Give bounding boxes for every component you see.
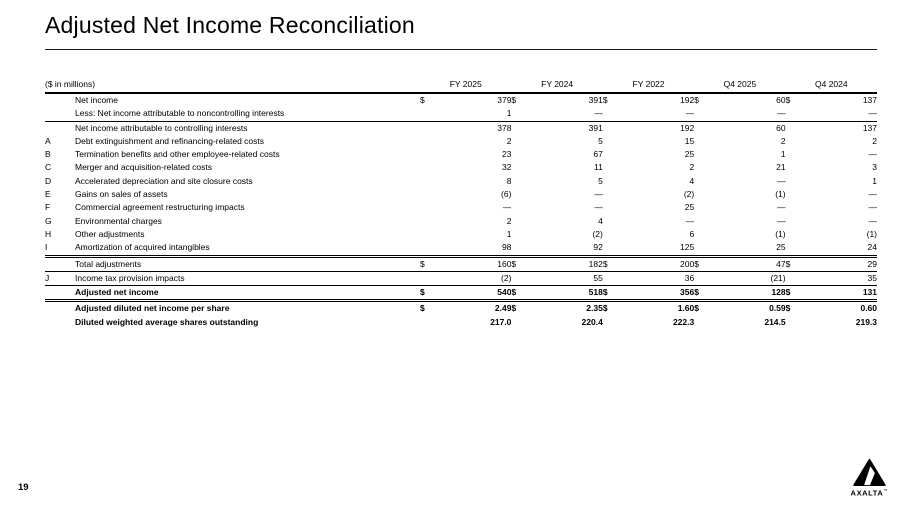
cell-value: 92 bbox=[527, 241, 602, 256]
cell-value: 55 bbox=[527, 271, 602, 285]
row-label: Total adjustments bbox=[75, 256, 420, 271]
cell-dollar bbox=[603, 228, 619, 241]
cell-dollar: $ bbox=[511, 256, 527, 271]
table-row bbox=[45, 201, 877, 214]
cell-dollar bbox=[786, 148, 802, 161]
table-row bbox=[45, 228, 877, 241]
cell-value: — bbox=[868, 202, 878, 213]
column-header-3: FY 2022 bbox=[603, 76, 694, 93]
cell-value: 2 bbox=[506, 215, 512, 226]
cell-value: 5 bbox=[598, 135, 603, 146]
cell-value: (2) bbox=[683, 189, 695, 200]
table-row bbox=[45, 188, 877, 201]
cell-value: 15 bbox=[684, 135, 695, 146]
cell-dollar bbox=[420, 107, 436, 121]
cell-value: — bbox=[777, 175, 786, 186]
cell-dollar: $ bbox=[602, 303, 608, 314]
row-label: Net income bbox=[75, 95, 118, 105]
cell-dollar: $ bbox=[786, 286, 802, 301]
cell-value: 21 bbox=[776, 162, 786, 173]
cell-value: 1.60 bbox=[677, 303, 695, 314]
cell-dollar: $ bbox=[511, 286, 527, 301]
row-label: Gains on sales of assets bbox=[75, 189, 168, 200]
cell-dollar bbox=[603, 175, 619, 188]
cell-dollar: $ bbox=[603, 286, 619, 301]
cell-value: 131 bbox=[802, 286, 877, 301]
cell-value: (2) bbox=[436, 271, 511, 285]
row-label: Income tax provision impacts bbox=[75, 271, 420, 285]
table-body bbox=[45, 93, 877, 329]
column-header-4: Q4 2025 bbox=[694, 76, 785, 93]
cell-value: 391 bbox=[588, 95, 603, 105]
cell-dollar bbox=[786, 135, 802, 148]
cell-value: 356 bbox=[619, 286, 694, 301]
cell-dollar bbox=[420, 201, 436, 214]
cell-dollar bbox=[420, 241, 436, 256]
cell-value: 137 bbox=[862, 122, 878, 133]
cell-value: 25 bbox=[684, 202, 695, 213]
cell-value: 67 bbox=[593, 149, 603, 160]
row-letter: C bbox=[45, 162, 52, 173]
cell-value: — bbox=[777, 215, 786, 226]
cell-dollar bbox=[511, 201, 527, 214]
cell-value: 200 bbox=[619, 256, 694, 271]
cell-value: 1 bbox=[780, 149, 786, 160]
cell-value: 217.0 bbox=[490, 316, 512, 327]
cell-value: 391 bbox=[588, 122, 603, 133]
cell-value: 518 bbox=[527, 286, 602, 301]
cell-value: 35 bbox=[802, 271, 877, 285]
row-letter bbox=[45, 316, 75, 329]
axalta-logo bbox=[842, 459, 896, 498]
cell-dollar bbox=[786, 107, 802, 121]
row-letter: H bbox=[45, 228, 52, 239]
table-row bbox=[45, 241, 877, 256]
cell-dollar bbox=[603, 188, 619, 201]
cell-dollar: $ bbox=[420, 95, 425, 105]
cell-value: — bbox=[868, 189, 878, 200]
cell-value: 540 bbox=[436, 286, 511, 301]
cell-dollar bbox=[786, 161, 802, 174]
cell-value: 192 bbox=[680, 122, 695, 133]
table-row bbox=[45, 316, 877, 329]
cell-dollar bbox=[420, 215, 436, 228]
cell-dollar bbox=[694, 107, 710, 121]
cell-dollar bbox=[694, 161, 710, 174]
row-letter: A bbox=[45, 135, 51, 146]
cell-dollar bbox=[511, 175, 527, 188]
cell-value: 222.3 bbox=[672, 316, 695, 327]
cell-dollar: $ bbox=[603, 256, 619, 271]
table-row bbox=[45, 107, 877, 121]
cell-value: 378 bbox=[497, 122, 512, 133]
cell-value: 3 bbox=[872, 162, 878, 173]
cell-dollar bbox=[694, 228, 710, 241]
row-letter bbox=[45, 256, 75, 271]
cell-value: — bbox=[777, 202, 786, 213]
row-letter bbox=[45, 286, 75, 301]
cell-value: 2 bbox=[689, 162, 695, 173]
cell-value: — bbox=[594, 202, 603, 213]
cell-dollar bbox=[603, 241, 619, 256]
cell-dollar: $ bbox=[602, 95, 608, 105]
axalta-logo-text: AXALTA™ bbox=[850, 488, 888, 498]
column-header-2: FY 2024 bbox=[511, 76, 602, 93]
cell-dollar bbox=[511, 241, 527, 256]
cell-dollar: $ bbox=[420, 256, 436, 271]
cell-dollar bbox=[511, 271, 527, 285]
cell-value: 2.49 bbox=[494, 303, 512, 314]
page-number: 19 bbox=[18, 482, 29, 493]
cell-value: 11 bbox=[594, 162, 603, 173]
cell-value: 220.4 bbox=[581, 316, 603, 327]
cell-dollar bbox=[786, 316, 802, 329]
cell-dollar bbox=[694, 271, 710, 285]
cell-dollar bbox=[603, 201, 619, 214]
cell-value: 379 bbox=[497, 95, 512, 105]
cell-dollar bbox=[603, 161, 619, 174]
table-row bbox=[45, 175, 877, 188]
cell-dollar bbox=[603, 316, 619, 329]
cell-dollar bbox=[603, 135, 619, 148]
cell-value: 182 bbox=[527, 256, 602, 271]
cell-dollar bbox=[786, 241, 802, 256]
cell-value: — bbox=[868, 149, 878, 160]
cell-dollar bbox=[603, 107, 619, 121]
cell-value: 60 bbox=[776, 95, 786, 105]
cell-dollar bbox=[511, 161, 527, 174]
cell-value: — bbox=[802, 107, 877, 121]
table-row bbox=[45, 148, 877, 161]
cell-value: — bbox=[502, 202, 512, 213]
cell-dollar bbox=[511, 121, 527, 135]
cell-value: 1 bbox=[872, 175, 878, 186]
trademark-symbol: ™ bbox=[883, 488, 888, 493]
row-label: Termination benefits and other employee-related costs bbox=[75, 149, 280, 160]
column-header-1: FY 2025 bbox=[420, 76, 511, 93]
table-row bbox=[45, 121, 877, 135]
cell-value: — bbox=[527, 107, 602, 121]
cell-dollar bbox=[694, 316, 710, 329]
cell-dollar bbox=[511, 316, 527, 329]
row-label: Other adjustments bbox=[75, 228, 145, 239]
cell-value: (1) bbox=[775, 228, 786, 239]
cell-value: 25 bbox=[710, 241, 785, 256]
cell-dollar bbox=[420, 316, 436, 329]
row-letter bbox=[45, 121, 75, 135]
cell-dollar bbox=[511, 107, 527, 121]
cell-value: 2 bbox=[872, 135, 878, 146]
cell-dollar: $ bbox=[420, 286, 436, 301]
column-header-5: Q4 2024 bbox=[786, 76, 877, 93]
cell-dollar: $ bbox=[694, 256, 710, 271]
cell-value: 0.59 bbox=[769, 303, 786, 314]
table-row bbox=[45, 301, 877, 316]
row-label: Diluted weighted average shares outstanding bbox=[75, 316, 259, 327]
cell-dollar bbox=[694, 148, 710, 161]
cell-value: 1 bbox=[506, 228, 512, 239]
row-label: Merger and acquisition-related costs bbox=[75, 162, 213, 173]
cell-value: 25 bbox=[684, 149, 695, 160]
cell-value: 47 bbox=[710, 256, 785, 271]
cell-value: 36 bbox=[619, 271, 694, 285]
cell-value: 2 bbox=[506, 135, 512, 146]
row-letter: D bbox=[45, 175, 52, 186]
cell-dollar bbox=[603, 121, 619, 135]
row-label: Adjusted diluted net income per share bbox=[75, 303, 230, 314]
cell-dollar bbox=[420, 148, 436, 161]
row-letter bbox=[45, 107, 75, 121]
cell-value: 8 bbox=[506, 175, 512, 186]
row-label: Amortization of acquired intangibles bbox=[75, 241, 420, 256]
cell-value: (6) bbox=[501, 189, 512, 200]
cell-dollar bbox=[511, 228, 527, 241]
table-row bbox=[45, 256, 877, 271]
row-label: Environmental charges bbox=[75, 215, 162, 226]
cell-value: 5 bbox=[598, 175, 603, 186]
cell-value: 24 bbox=[802, 241, 877, 256]
row-label: Adjusted net income bbox=[75, 286, 420, 301]
cell-dollar bbox=[420, 228, 436, 241]
cell-value: — bbox=[594, 189, 603, 200]
table-row bbox=[45, 93, 877, 107]
cell-dollar bbox=[786, 271, 802, 285]
cell-dollar bbox=[694, 201, 710, 214]
table-header bbox=[45, 76, 877, 93]
cell-dollar bbox=[511, 135, 527, 148]
cell-value: 160 bbox=[436, 256, 511, 271]
row-letter: E bbox=[45, 189, 51, 200]
row-label: Debt extinguishment and refinancing-related costs bbox=[75, 135, 264, 146]
row-letter: B bbox=[45, 149, 51, 160]
row-letter: G bbox=[45, 215, 52, 226]
cell-value: 219.3 bbox=[855, 316, 878, 327]
cell-value: 60 bbox=[776, 122, 786, 133]
cell-value: 2 bbox=[780, 135, 786, 146]
cell-value: 128 bbox=[710, 286, 785, 301]
cell-value: 23 bbox=[501, 149, 512, 160]
row-letter: I bbox=[45, 241, 75, 256]
cell-dollar: $ bbox=[420, 303, 425, 314]
cell-dollar bbox=[786, 121, 802, 135]
cell-dollar bbox=[420, 271, 436, 285]
table-row bbox=[45, 161, 877, 174]
cell-dollar: $ bbox=[694, 286, 710, 301]
cell-value: 125 bbox=[619, 241, 694, 256]
cell-value: 137 bbox=[862, 95, 878, 105]
row-letter: F bbox=[45, 202, 51, 213]
cell-dollar bbox=[420, 175, 436, 188]
cell-value: 214.5 bbox=[764, 316, 786, 327]
cell-dollar bbox=[603, 215, 619, 228]
cell-value: 0.60 bbox=[860, 303, 878, 314]
financial-table bbox=[45, 76, 877, 329]
cell-value: 4 bbox=[689, 175, 695, 186]
cell-value: (2) bbox=[592, 228, 603, 239]
cell-value: 98 bbox=[436, 241, 511, 256]
cell-dollar bbox=[511, 148, 527, 161]
cell-value: 32 bbox=[501, 162, 512, 173]
table-row bbox=[45, 215, 877, 228]
cell-dollar bbox=[420, 188, 436, 201]
cell-dollar: $ bbox=[511, 303, 517, 314]
cell-dollar bbox=[511, 215, 527, 228]
cell-dollar bbox=[694, 188, 710, 201]
table-row bbox=[45, 286, 877, 301]
cell-value: 29 bbox=[802, 256, 877, 271]
row-label: Less: Net income attributable to noncontrolling interests bbox=[75, 107, 420, 121]
cell-value: 6 bbox=[689, 228, 695, 239]
cell-dollar bbox=[694, 215, 710, 228]
cell-value: — bbox=[619, 107, 694, 121]
row-letter: J bbox=[45, 271, 75, 285]
cell-dollar bbox=[420, 135, 436, 148]
cell-dollar bbox=[603, 271, 619, 285]
unit-label: ($ in millions) bbox=[45, 76, 420, 93]
table-header-row bbox=[45, 76, 877, 93]
cell-dollar: $ bbox=[694, 303, 699, 314]
cell-value: (1) bbox=[775, 189, 786, 200]
cell-dollar bbox=[511, 188, 527, 201]
row-label: Net income attributable to controlling interests bbox=[75, 122, 248, 133]
cell-dollar bbox=[694, 135, 710, 148]
cell-value: (21) bbox=[710, 271, 785, 285]
cell-value: — bbox=[868, 215, 878, 226]
cell-value: 4 bbox=[598, 215, 603, 226]
table-row bbox=[45, 135, 877, 148]
cell-dollar: $ bbox=[785, 95, 791, 105]
cell-value: 192 bbox=[680, 95, 695, 105]
cell-dollar bbox=[786, 188, 802, 201]
title-divider bbox=[45, 49, 877, 50]
cell-dollar: $ bbox=[785, 303, 791, 314]
cell-value: — bbox=[710, 107, 785, 121]
cell-value: 2.35 bbox=[586, 303, 603, 314]
cell-dollar: $ bbox=[694, 95, 699, 105]
cell-dollar bbox=[694, 121, 710, 135]
cell-dollar bbox=[420, 121, 436, 135]
row-letter bbox=[45, 301, 75, 316]
page-title: Adjusted Net Income Reconciliation bbox=[45, 12, 415, 38]
cell-dollar: $ bbox=[511, 95, 517, 105]
cell-dollar bbox=[694, 241, 710, 256]
axalta-logo-icon bbox=[853, 459, 886, 486]
cell-dollar bbox=[786, 228, 802, 241]
row-label: Commercial agreement restructuring impacts bbox=[75, 202, 245, 213]
cell-dollar bbox=[786, 215, 802, 228]
cell-value: 1 bbox=[436, 107, 511, 121]
cell-dollar bbox=[603, 148, 619, 161]
cell-value: — bbox=[685, 215, 695, 226]
row-label: Accelerated depreciation and site closure costs bbox=[75, 175, 253, 186]
cell-value: (1) bbox=[866, 228, 878, 239]
row-letter bbox=[45, 93, 75, 107]
cell-dollar bbox=[786, 201, 802, 214]
cell-dollar bbox=[420, 161, 436, 174]
cell-dollar bbox=[694, 175, 710, 188]
cell-dollar: $ bbox=[786, 256, 802, 271]
table-row bbox=[45, 271, 877, 285]
cell-dollar bbox=[786, 175, 802, 188]
